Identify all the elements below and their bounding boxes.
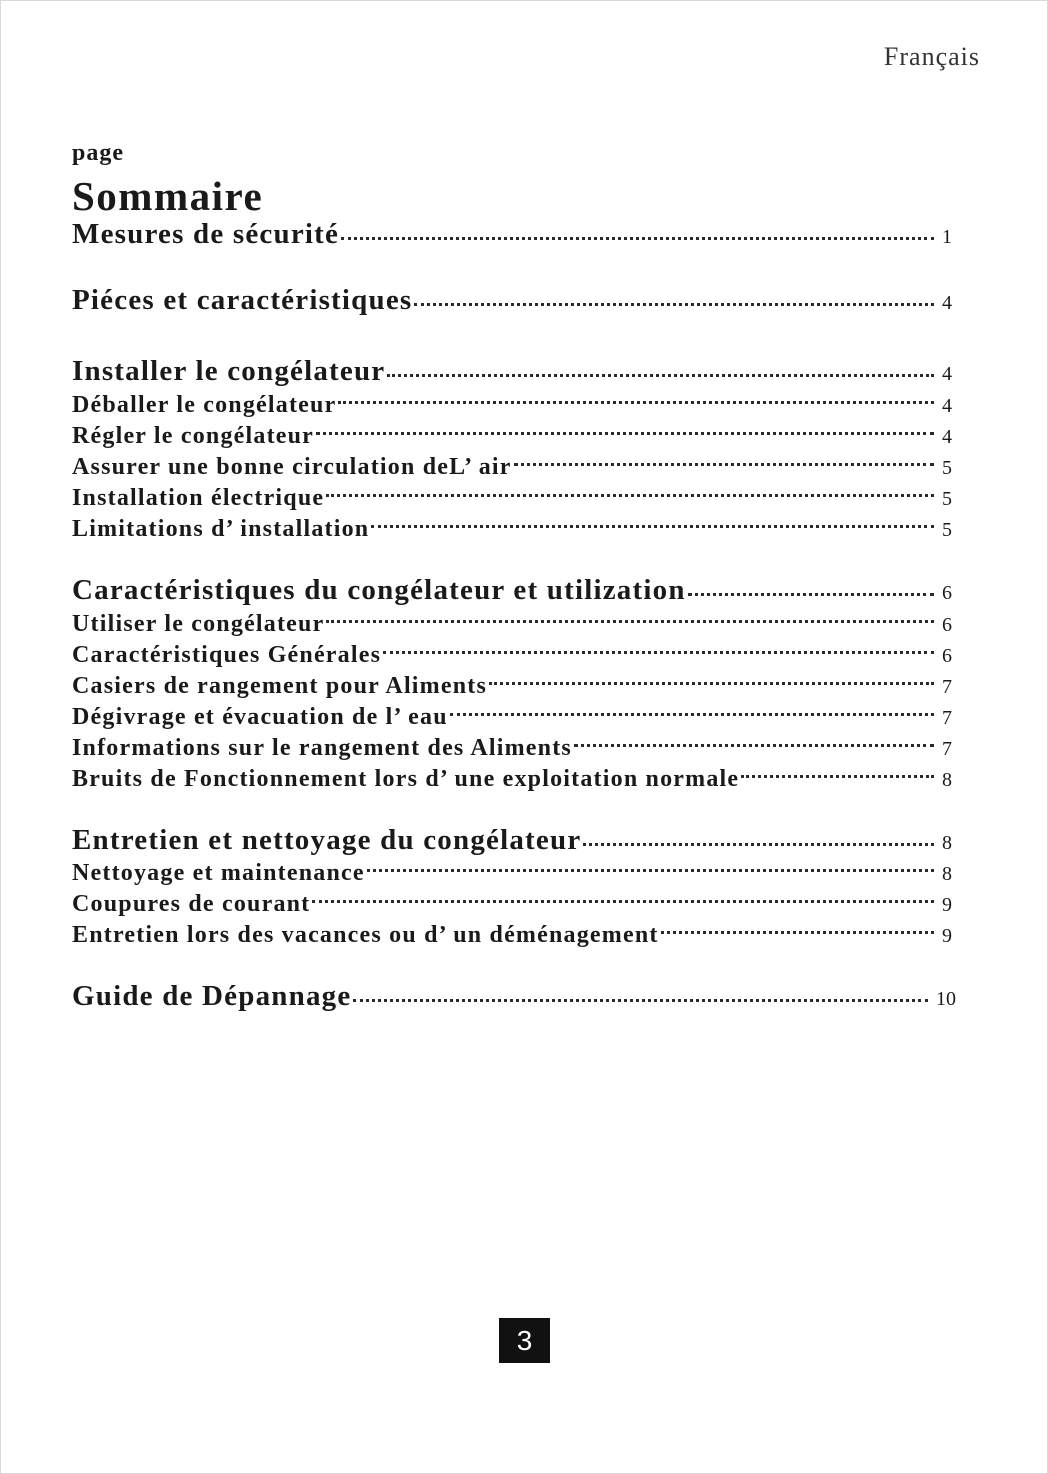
- toc-entry-label: Déballer le congélateur: [72, 392, 337, 418]
- dot-leader: [489, 682, 934, 685]
- toc-item-limitations[interactable]: [72, 516, 956, 543]
- toc-entry-label: Utiliser le congélateur: [72, 611, 325, 637]
- dot-leader: [583, 843, 934, 846]
- page-number-badge: 3: [499, 1318, 550, 1363]
- toc-entry-label: Coupures de courant: [72, 891, 311, 917]
- toc-entry-label: Bruits de Fonctionnement lors d’ une exploitation normale: [72, 766, 740, 792]
- toc-page-number: 1: [942, 226, 952, 248]
- toc-entry-label: Installation électrique: [72, 485, 325, 511]
- toc-item-use[interactable]: [72, 611, 956, 638]
- toc-page-number: 7: [942, 738, 952, 760]
- dot-leader: [741, 775, 934, 778]
- dot-leader: [367, 869, 934, 872]
- toc-page-number: 5: [942, 457, 952, 479]
- dot-leader: [353, 999, 928, 1002]
- toc-entry-label: Piéces et caractéristiques: [72, 284, 413, 316]
- dot-leader: [338, 401, 934, 404]
- dot-leader: [514, 463, 934, 466]
- toc-item-general[interactable]: [72, 642, 956, 669]
- toc-page-number: 10: [936, 988, 956, 1010]
- toc-item-vacation-moving[interactable]: [72, 922, 956, 949]
- toc-item-cleaning[interactable]: [72, 860, 956, 887]
- toc-entry-label: Guide de Dépannage: [72, 980, 352, 1012]
- toc-entry-label: Casiers de rangement pour Aliments: [72, 673, 488, 699]
- toc-entry-label: Caractéristiques du congélateur et utilization: [72, 574, 686, 606]
- toc-entry-label: Entretien et nettoyage du congélateur: [72, 824, 582, 856]
- dot-leader: [371, 525, 934, 528]
- toc-item-defrost[interactable]: [72, 704, 956, 731]
- dot-leader: [326, 494, 934, 497]
- dot-leader: [450, 713, 934, 716]
- toc-entry-label: Informations sur le rangement des Aliments: [72, 735, 572, 761]
- dot-leader: [688, 593, 934, 596]
- dot-leader: [661, 931, 934, 934]
- toc-entry-label: Installer le congélateur: [72, 355, 386, 387]
- toc-item-air-circulation[interactable]: [72, 454, 956, 481]
- toc-entry-label: Assurer une bonne circulation deL’ air: [72, 454, 512, 480]
- dot-leader: [326, 620, 934, 623]
- toc-item-storage-bins[interactable]: [72, 673, 956, 700]
- toc-entry-label: Mesures de sécurité: [72, 218, 340, 250]
- toc-page-number: 5: [942, 519, 952, 541]
- toc-page-number: 9: [942, 925, 952, 947]
- dot-leader: [414, 303, 934, 306]
- toc-page-number: 8: [942, 832, 952, 854]
- toc-page-number: 5: [942, 488, 952, 510]
- toc-entry-label: Dégivrage et évacuation de l’ eau: [72, 704, 448, 730]
- toc-page-number: 9: [942, 894, 952, 916]
- toc-item-electrical[interactable]: [72, 485, 956, 512]
- toc-item-operating-noises[interactable]: [72, 766, 956, 793]
- toc-page-number: 8: [942, 863, 952, 885]
- toc-section-features[interactable]: [72, 574, 956, 607]
- dot-leader: [312, 900, 934, 903]
- toc-section-care[interactable]: [72, 824, 956, 857]
- dot-leader: [383, 651, 934, 654]
- toc-page-number: 4: [942, 395, 952, 417]
- toc-section-safety[interactable]: [72, 218, 956, 251]
- toc-entry-label: Caractéristiques Générales: [72, 642, 382, 668]
- toc-page-number: 4: [942, 426, 952, 448]
- dot-leader: [574, 744, 934, 747]
- toc-page-number: 4: [942, 292, 952, 314]
- toc-entry-label: Nettoyage et maintenance: [72, 860, 365, 886]
- toc-section-parts[interactable]: [72, 284, 956, 317]
- toc-item-food-storage-info[interactable]: [72, 735, 956, 762]
- toc-page-number: 7: [942, 707, 952, 729]
- toc-section-troubleshooting[interactable]: [72, 980, 956, 1013]
- toc-title: Sommaire: [72, 173, 264, 219]
- toc-page-number: 8: [942, 769, 952, 791]
- toc-entry-label: Limitations d’ installation: [72, 516, 370, 542]
- toc-item-power-outages[interactable]: [72, 891, 956, 918]
- toc-item-adjust[interactable]: [72, 423, 956, 450]
- page-column-label: page: [72, 140, 124, 166]
- toc-section-install[interactable]: [72, 355, 956, 388]
- toc-entry-label: Entretien lors des vacances ou d’ un déménagement: [72, 922, 659, 948]
- language-label: Français: [883, 42, 980, 71]
- toc-page-number: 6: [942, 582, 952, 604]
- toc-page-number: 6: [942, 645, 952, 667]
- toc-page-number: 6: [942, 614, 952, 636]
- toc-item-unpack[interactable]: [72, 392, 956, 419]
- toc-page-number: 4: [942, 363, 952, 385]
- dot-leader: [341, 237, 934, 240]
- dot-leader: [316, 432, 934, 435]
- toc-entry-label: Régler le congélateur: [72, 423, 315, 449]
- toc-page-number: 7: [942, 676, 952, 698]
- dot-leader: [387, 374, 934, 377]
